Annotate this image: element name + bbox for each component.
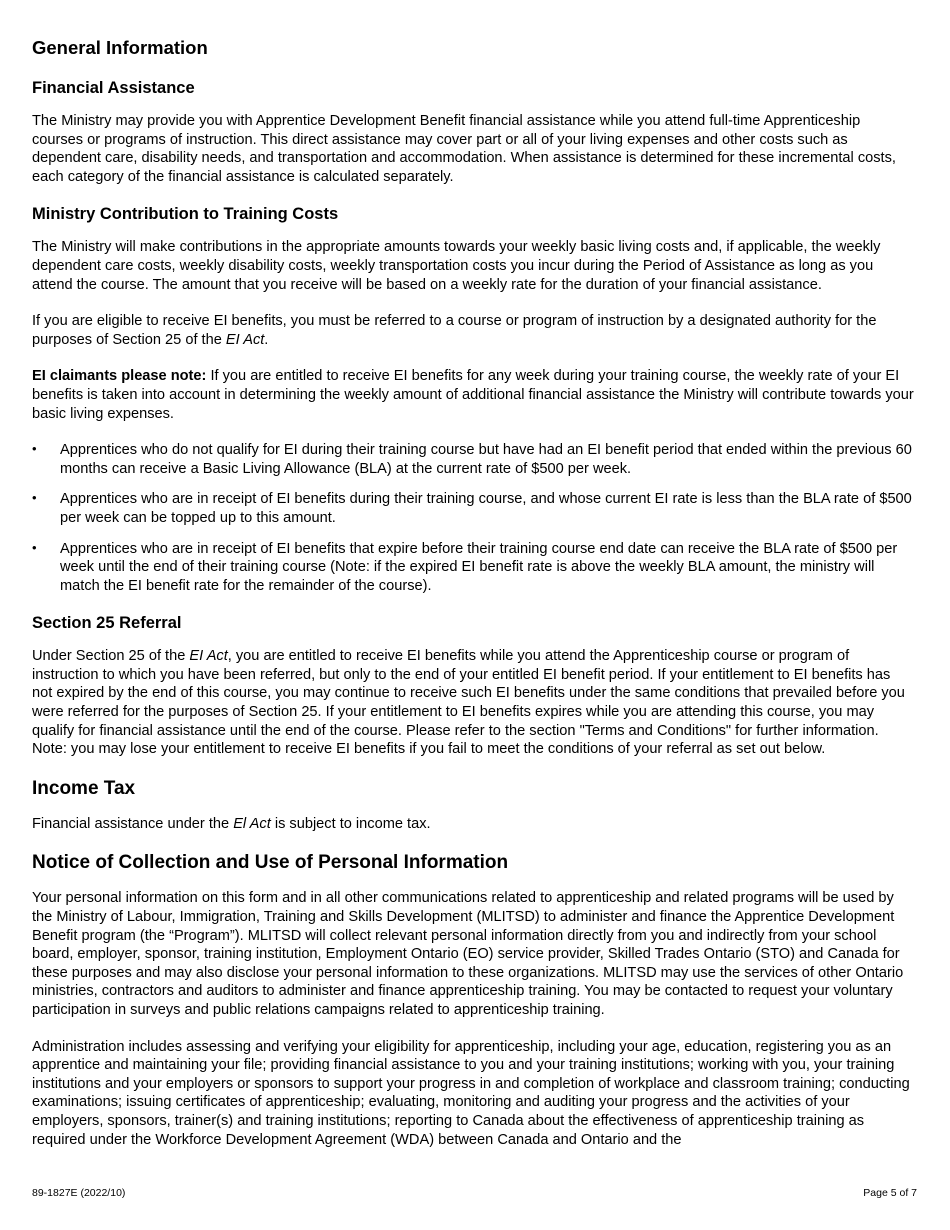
list-item: • Apprentices who do not qualify for EI during their training course but have had an EI benefit period that ended within the previous 60 months can receive a Basic Living Allowance (BLA) at the current rate of $500 per week.	[32, 441, 912, 477]
list-item: • Apprentices who are in receipt of EI benefits during their training course, and whose current EI rate is less than the BLA rate of $500 per week can be topped up to this amount.	[32, 490, 912, 526]
bullet-icon: •	[32, 490, 37, 506]
notice-heading: Notice of Collection and Use of Personal Information	[32, 852, 509, 874]
notice-paragraph-1: Your personal information on this form and in all other communications related to apprenticeship and related programs will be used by the Ministry of Labour, Immigration, Training and Skills Development (MLITSD) to administer and finance the Apprentice Development Benefit program (the “Program”). MLITSD will collect relevant personal information directly from you and indirectly from your school board, employer, sponsor, training institution, Employment Ontario (EO) service provider, Skilled Trades Ontario (STO) and Canada for these purposes and may also disclose your personal information to these organizations. MLITSD may use the services of other Ontario ministries, contractors and auditors to administer and finance apprenticeship training. You may be contacted to request your voluntary participation in surveys and public relations campaigns related to apprenticeship training.	[32, 890, 904, 1018]
ei-claimants-note-label: EI claimants please note:	[32, 368, 207, 385]
financial-assistance-paragraph: The Ministry may provide you with Apprentice Development Benefit financial assistance while you attend full-time Apprenticeship courses or programs of instruction. This direct assistance may cover part or all of your living expenses and other costs such as dependent care, disability needs, and transportation and accommodation. When assistance is determined for these incremental costs, each category of the financial assistance is calculated separately.	[32, 113, 896, 185]
general-information-heading: General Information	[32, 37, 208, 58]
section-25-paragraph: Under Section 25 of the EI Act, you are entitled to receive EI benefits while you attend the Apprenticeship course or program of instruction to which you have been referred, but only to the end of your entitled EI benefit period. If your entitlement to EI benefits has not expired by the end of this course, you may continue to receive such EI benefits under the same conditions that prevailed before you were referred for the purposes of Section 25. If your entitlement to EI benefits expires while you are attending this course, you may qualify for financial assistance until the end of the course. Please refer to the section "Terms and Conditions" for further information. Note: you may lose your entitlement to receive EI benefits if you fail to meet the conditions of your referral as set out below.	[32, 648, 905, 758]
ei-act-emphasis: EI Act	[225, 331, 265, 348]
form-number: 89-1827E (2022/10)	[32, 1187, 126, 1199]
page-footer	[32, 1187, 917, 1199]
bullet-icon: •	[32, 539, 37, 555]
notice-paragraph-2: Administration includes assessing and verifying your eligibility for apprenticeship, including your age, education, registering you as an apprentice and maintaining your file; providing financial assistance to you and your training institutions; working with you, your training institutions and your employers or sponsors to support your progress in and completion of workplace and classroom training; conducting examinations; issuing certificates of apprenticeship; evaluating, monitoring and auditing your progress and the activities of your employers, sponsors, trainer(s) and training institutions; reporting to Canada about the effectiveness of apprenticeship training as required under the Workforce Development Agreement (WDA) between Canada and Ontario and the	[32, 1038, 910, 1148]
bullet-icon: •	[32, 441, 37, 457]
ei-eligibility-paragraph: If you are eligible to receive EI benefits, you must be referred to a course or program of instruction by a designated authority for the purposes of Section 25 of the EI Act.	[32, 313, 877, 348]
financial-assistance-heading: Financial Assistance	[32, 79, 195, 97]
ei-claimants-note: EI claimants please note: If you are entitled to receive EI benefits for any week during your training course, the weekly rate of your EI benefits is taken into account in determining the weekly amount of additional financial assistance the Ministry will contribute towards your basic living expenses.	[32, 368, 914, 422]
bla-bullet-list	[32, 441, 914, 595]
el-act-emphasis: El Act	[233, 815, 271, 832]
income-tax-paragraph: Financial assistance under the El Act is subject to income tax.	[32, 815, 431, 832]
list-item: • Apprentices who are in receipt of EI benefits that expire before their training course end date can receive the BLA rate of $500 per week until the end of their training course (Note: if the expired EI benefit rate is above the weekly BLA amount, the ministry will match the EI benefit rate for the remainder of the course).	[32, 539, 898, 594]
ministry-contribution-heading: Ministry Contribution to Training Costs	[32, 205, 339, 224]
document-page	[32, 36, 914, 1167]
ei-act-emphasis: EI Act	[189, 648, 228, 665]
ministry-contribution-paragraph: The Ministry will make contributions in the appropriate amounts towards your weekly basic living costs and, if applicable, the weekly dependent care costs, weekly disability costs, weekly transportation costs you incur during the Period of Assistance as long as you attend the course. The amount that you receive will be based on a weekly rate for the duration of your financial assistance.	[32, 239, 881, 293]
page-number: Page 5 of 7	[863, 1187, 917, 1199]
income-tax-heading: Income Tax	[32, 777, 136, 799]
section-25-heading: Section 25 Referral	[32, 614, 182, 633]
